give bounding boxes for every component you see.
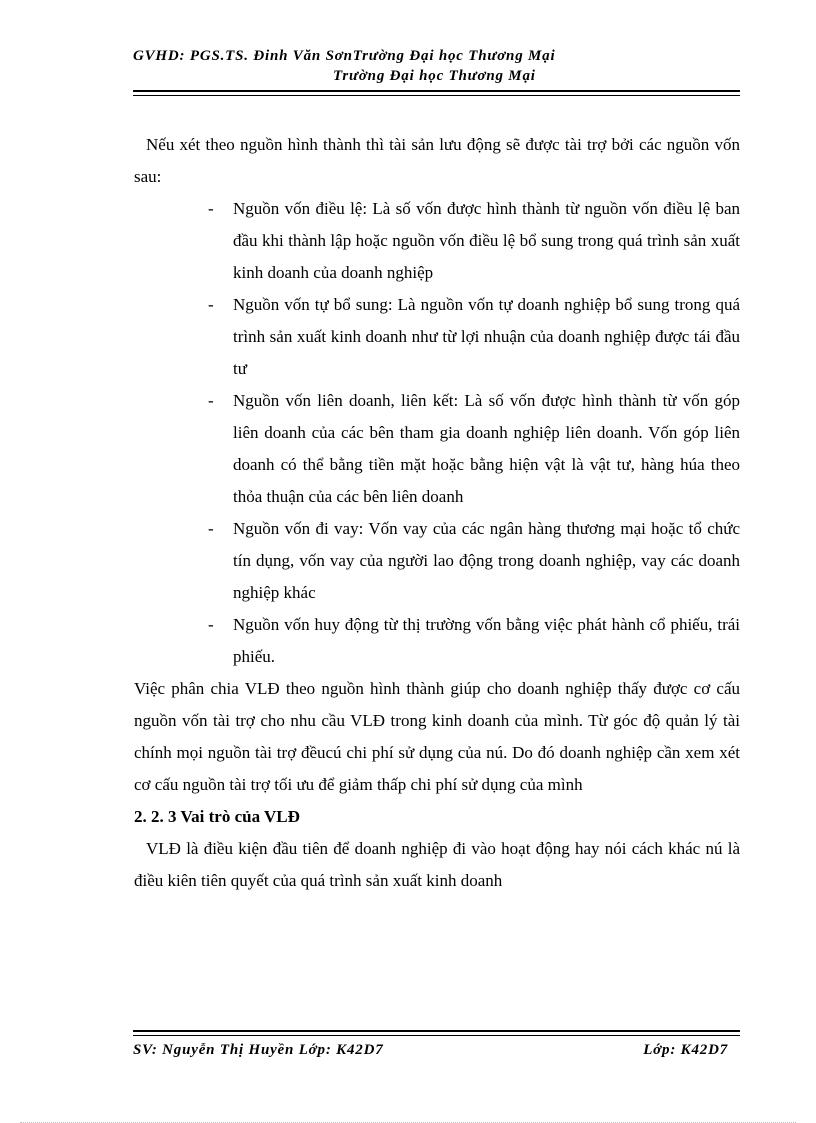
page-header [133, 46, 740, 86]
list-item [134, 289, 740, 385]
header-supervisor-line: GVHD: PGS.TS. Đinh Văn SơnTrường Đại học Thương Mại [133, 48, 556, 64]
footer-student: SV: Nguyễn Thị Huyền Lớp: K42D7 [133, 1042, 384, 1058]
section-heading: 2. 2. 3 Vai trò của VLĐ [134, 807, 300, 826]
list-dash: - [208, 615, 214, 634]
document-body [134, 129, 740, 897]
header-divider [133, 90, 740, 96]
list-dash: - [208, 391, 214, 410]
intro-paragraph: Nếu xét theo nguồn hình thành thì tài sản lưu động sẽ được tài trợ bởi các nguồn vốn sau: [134, 135, 740, 186]
footer-divider [133, 1030, 740, 1036]
list-item [134, 193, 740, 289]
list-dash: - [208, 199, 214, 218]
list-item-text: Nguồn vốn điều lệ: Là số vốn được hình thành từ nguồn vốn điều lệ ban đầu khi thành lập hoặc nguồn vốn điều lệ bổ sung trong quá trình sản xuất kinh doanh của doanh nghiệp [233, 199, 740, 282]
list-dash: - [208, 295, 214, 314]
list-item-text: Nguồn vốn đi vay: Vốn vay của các ngân hàng thương mại hoặc tổ chức tín dụng, vốn vay của người lao động trong doanh nghiệp, vay các doanh nghiệp khác [233, 519, 740, 602]
footer-class: Lớp: K42D7 [643, 1042, 728, 1058]
list-item [134, 513, 740, 609]
classification-paragraph: Việc phân chia VLĐ theo nguồn hình thành giúp cho doanh nghiệp thấy được cơ cấu nguồn vốn tài trợ cho nhu cầu VLĐ trong kinh doanh của mình. Từ góc độ quản lý tài chính mọi nguồn tài trợ đềucú chi phí sử dụng của nú. Do đó doanh nghiệp cần xem xét cơ cấu nguồn tài trợ tối ưu để giảm thấp chi phí sử dụng của mình [134, 679, 740, 794]
list-item-text: Nguồn vốn tự bổ sung: Là nguồn vốn tự doanh nghiệp bổ sung trong quá trình sản xuất kinh doanh như từ lợi nhuận của doanh nghiệp được tái đầu tư [233, 295, 740, 378]
list-item-text: Nguồn vốn liên doanh, liên kết: Là số vốn được hình thành từ vốn góp liên doanh của các bên tham gia doanh nghiệp liên doanh. Vốn góp liên doanh có thể bằng tiền mặt hoặc bằng hiện vật là vật tư, hàng húa theo thỏa thuận của các bên liên doanh [233, 391, 740, 506]
list-dash: - [208, 519, 214, 538]
list-item [134, 385, 740, 513]
funding-source-list [134, 193, 740, 673]
list-item [134, 609, 740, 673]
list-item-text: Nguồn vốn huy động từ thị trường vốn bằng việc phát hành cổ phiếu, trái phiếu. [233, 615, 740, 666]
role-paragraph: VLĐ là điều kiện đầu tiên để doanh nghiệp đi vào hoạt động hay nói cách khác nú là điều kiên tiên quyết của quá trình sản xuất kinh doanh [134, 839, 740, 890]
header-university-line: Trường Đại học Thương Mại [333, 68, 536, 84]
